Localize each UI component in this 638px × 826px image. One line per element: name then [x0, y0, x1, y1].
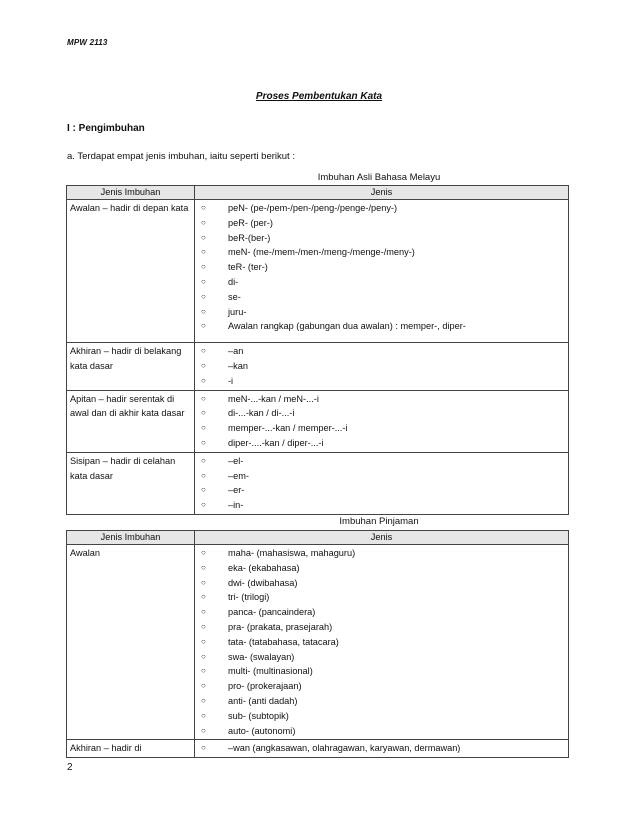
circle-bullet-icon: ○ [201, 725, 206, 735]
circle-bullet-icon: ○ [201, 636, 206, 646]
circle-bullet-icon: ○ [201, 393, 206, 403]
circle-bullet-icon: ○ [201, 666, 206, 676]
circle-bullet-icon: ○ [201, 562, 206, 572]
affix-list [199, 344, 564, 388]
affix-item-text: eka- (ekabahasa) [228, 562, 300, 573]
affix-list [199, 201, 564, 334]
circle-bullet-icon: ○ [201, 485, 206, 495]
affix-item-text: –an [228, 346, 244, 357]
affix-item-text: –wan (angkasawan, olahragawan, karyawan, dermawan) [228, 743, 461, 754]
list-item [199, 469, 564, 484]
list-item [199, 590, 564, 605]
affix-item-text: memper-...-kan / memper-...-i [228, 423, 348, 434]
list-item [199, 741, 564, 756]
affix-item-text: panca- (pancaindera) [228, 607, 316, 618]
circle-bullet-icon: ○ [201, 607, 206, 617]
affix-item-text: multi- (multinasional) [228, 666, 313, 677]
affix-item-text: Awalan rangkap (gabungan dua awalan) : memper-, diper- [228, 321, 466, 332]
affix-item-text: dwi- (dwibahasa) [228, 577, 298, 588]
affix-category: Akhiran – hadir di belakang kata dasar [67, 343, 195, 390]
list-item [199, 216, 564, 231]
list-item [199, 421, 564, 436]
circle-bullet-icon: ○ [201, 621, 206, 631]
affix-category: Akhiran – hadir di [67, 740, 195, 758]
section-heading: I : Pengimbuhan [67, 123, 145, 134]
affix-list-cell [195, 390, 569, 452]
circle-bullet-icon: ○ [201, 203, 206, 212]
affix-item-text: se- [228, 291, 241, 302]
page-number: 2 [67, 762, 73, 773]
affix-item-text: auto- (autonomi) [228, 725, 296, 736]
circle-bullet-icon: ○ [201, 470, 206, 480]
circle-bullet-icon: ○ [201, 577, 206, 587]
affix-item-text: anti- (anti dadah) [228, 695, 298, 706]
affix-item-text: tri- (trilogi) [228, 592, 270, 603]
list-item [199, 694, 564, 709]
table-row [67, 200, 569, 343]
list-item [199, 201, 564, 216]
affix-item-text: teR- (ter-) [228, 262, 268, 273]
affix-item-text: –in- [228, 500, 244, 511]
affix-item-text: sub- (subtopik) [228, 710, 289, 721]
list-item [199, 483, 564, 498]
circle-bullet-icon: ○ [201, 346, 206, 356]
table1-header-row [67, 186, 569, 200]
circle-bullet-icon: ○ [201, 695, 206, 705]
table-row [67, 545, 569, 740]
list-item [199, 260, 564, 275]
affix-category: Awalan [67, 545, 195, 740]
list-item [199, 576, 564, 591]
affix-list-cell [195, 200, 569, 343]
circle-bullet-icon: ○ [201, 306, 206, 316]
table-row [67, 452, 569, 514]
affix-category: Sisipan – hadir di celahan kata dasar [67, 452, 195, 514]
borrowed-affix-table [66, 530, 569, 758]
table2-header-row [67, 531, 569, 545]
list-item [199, 275, 564, 290]
circle-bullet-icon: ○ [201, 681, 206, 691]
affix-item-text: -i [228, 375, 234, 386]
list-item [199, 305, 564, 320]
list-item [199, 724, 564, 739]
circle-bullet-icon: ○ [201, 710, 206, 720]
affix-list-cell [195, 740, 569, 758]
list-item [199, 635, 564, 650]
circle-bullet-icon: ○ [201, 291, 206, 301]
native-affix-table [66, 185, 569, 515]
affix-item-text: pro- (prokerajaan) [228, 681, 302, 692]
list-item [199, 605, 564, 620]
course-code: MPW 2113 [67, 38, 108, 47]
list-item [199, 561, 564, 576]
circle-bullet-icon: ○ [201, 276, 206, 286]
list-item [199, 406, 564, 421]
affix-item-text: di-...-kan / di-...-i [228, 408, 295, 419]
circle-bullet-icon: ○ [201, 217, 206, 227]
circle-bullet-icon: ○ [201, 423, 206, 433]
affix-list-cell [195, 452, 569, 514]
table1-body [67, 200, 569, 515]
list-item [199, 344, 564, 359]
circle-bullet-icon: ○ [201, 548, 206, 557]
affix-item-text: maha- (mahasiswa, mahaguru) [228, 548, 356, 558]
list-item [199, 620, 564, 635]
list-item [199, 245, 564, 260]
circle-bullet-icon: ○ [201, 360, 206, 370]
affix-item-text: beR-(ber-) [228, 232, 271, 243]
list-item [199, 374, 564, 389]
circle-bullet-icon: ○ [201, 321, 206, 331]
list-item [199, 664, 564, 679]
circle-bullet-icon: ○ [201, 592, 206, 602]
table1-caption: Imbuhan Asli Bahasa Melayu [317, 172, 441, 183]
table1-header-jenis: Jenis [195, 186, 569, 200]
affix-item-text: –er- [228, 485, 245, 496]
table-row [67, 740, 569, 758]
list-item [199, 546, 564, 561]
affix-item-text: juru- [228, 306, 247, 317]
list-item [199, 436, 564, 451]
affix-list [199, 392, 564, 451]
affix-category: Apitan – hadir serentak di awal dan di akhir kata dasar [67, 390, 195, 452]
list-item [199, 498, 564, 513]
list-item [199, 454, 564, 469]
affix-list [199, 741, 564, 756]
list-item [199, 392, 564, 407]
table1-header-jenis-imbuhan: Jenis Imbuhan [67, 186, 195, 200]
affix-list [199, 454, 564, 513]
affix-item-text: di- [228, 276, 239, 287]
circle-bullet-icon: ○ [201, 455, 206, 465]
list-item [199, 231, 564, 246]
affix-list-cell [195, 545, 569, 740]
circle-bullet-icon: ○ [201, 375, 206, 385]
list-item [199, 319, 564, 334]
affix-item-text: swa- (swalayan) [228, 651, 295, 662]
affix-item-text: peN- (pe-/pem-/pen-/peng-/penge-/peny-) [228, 203, 398, 213]
circle-bullet-icon: ○ [201, 408, 206, 418]
list-item [199, 709, 564, 724]
affix-list [199, 546, 564, 738]
list-item [199, 290, 564, 305]
affix-item-text: –em- [228, 470, 249, 481]
table-row [67, 343, 569, 390]
table2-body [67, 545, 569, 758]
circle-bullet-icon: ○ [201, 232, 206, 242]
affix-item-text: pra- (prakata, prasejarah) [228, 621, 333, 632]
circle-bullet-icon: ○ [201, 247, 206, 257]
affix-item-text: tata- (tatabahasa, tatacara) [228, 636, 339, 647]
list-item [199, 359, 564, 374]
list-item [199, 650, 564, 665]
circle-bullet-icon: ○ [201, 500, 206, 510]
affix-category: Awalan – hadir di depan kata [67, 200, 195, 343]
document-title: Proses Pembentukan Kata [255, 91, 383, 102]
circle-bullet-icon: ○ [201, 437, 206, 447]
table-row [67, 390, 569, 452]
affix-item-text: diper-....-kan / diper-...-i [228, 437, 324, 448]
table2-header-jenis-imbuhan: Jenis Imbuhan [67, 531, 195, 545]
affix-item-text: –kan [228, 360, 248, 371]
affix-item-text: meN-...-kan / meN-...-i [228, 393, 319, 404]
list-item [199, 679, 564, 694]
affix-item-text: meN- (me-/mem-/men-/meng-/menge-/meny-) [228, 247, 415, 258]
circle-bullet-icon: ○ [201, 651, 206, 661]
intro-paragraph: a. Terdapat empat jenis imbuhan, iaitu seperti berikut : [67, 151, 295, 162]
affix-item-text: –el- [228, 455, 244, 466]
circle-bullet-icon: ○ [201, 262, 206, 272]
affix-item-text: peR- (per-) [228, 217, 273, 228]
table2-header-jenis: Jenis [195, 531, 569, 545]
affix-list-cell [195, 343, 569, 390]
circle-bullet-icon: ○ [201, 743, 206, 753]
table2-caption: Imbuhan Pinjaman [339, 516, 419, 527]
